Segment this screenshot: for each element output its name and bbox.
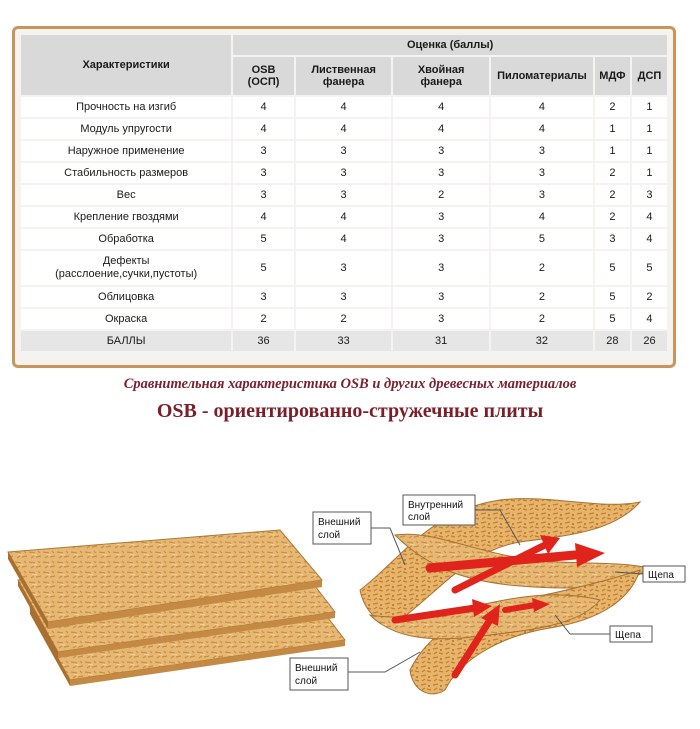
score-cell: 1 [595,141,630,161]
layer-diagram [360,499,650,694]
score-cell: 3 [233,185,294,205]
score-cell: 2 [491,251,593,285]
callout-inner-line2: слой [408,512,431,523]
score-cell: 2 [233,309,294,329]
row-label: Облицовка [21,287,231,307]
score-cell: 3 [393,287,489,307]
score-cell: 3 [393,309,489,329]
callout-chip-2: Щепа [615,630,641,641]
callout-inner-line1: Внутренний [408,500,464,511]
column-header: МДФ [595,57,630,95]
page-heading: OSB - ориентированно-стружечные плиты [156,400,544,422]
score-cell: 2 [491,309,593,329]
callout-outer-bottom-line2: слой [295,676,318,687]
score-cell: 4 [296,119,392,139]
score-cell: 5 [595,251,630,285]
callout-outer-bottom-line1: Внешний [295,663,338,674]
score-cell: 3 [393,163,489,183]
row-label: Наружное применение [21,141,231,161]
score-cell: 3 [491,185,593,205]
score-cell: 4 [393,119,489,139]
score-cell: 2 [595,207,630,227]
score-cell: 4 [296,207,392,227]
score-cell: 3 [233,287,294,307]
row-label: Дефекты (расслоение,сучки,пустоты) [21,251,231,285]
table-row [21,163,667,183]
score-cell: 1 [632,119,667,139]
table-row [21,141,667,161]
score-cell: 2 [491,287,593,307]
characteristics-header: Характеристики [21,35,231,95]
row-label: Вес [21,185,231,205]
comparison-table-frame [12,26,676,368]
score-cell: 5 [491,229,593,249]
row-label: Стабильность размеров [21,163,231,183]
score-cell: 3 [233,163,294,183]
score-cell: 1 [632,97,667,117]
score-cell: 4 [491,97,593,117]
score-cell: 5 [595,287,630,307]
score-cell: 3 [296,163,392,183]
row-label: Прочность на изгиб [21,97,231,117]
score-cell: 3 [296,185,392,205]
score-cell: 4 [491,119,593,139]
callout-line [348,652,420,672]
score-cell: 4 [632,309,667,329]
table-row [21,207,667,227]
table-row [21,185,667,205]
total-cell: 36 [233,331,294,351]
table-row [21,287,667,307]
score-cell: 2 [595,185,630,205]
score-cell: 4 [491,207,593,227]
row-label: Модуль упругости [21,119,231,139]
table-caption: Сравнительная характеристика OSB и других древесных материалов [123,376,577,392]
score-cell: 5 [233,251,294,285]
total-cell: 31 [393,331,489,351]
score-cell: 4 [233,97,294,117]
score-cell: 3 [393,141,489,161]
score-cell: 2 [632,287,667,307]
callout-chip-1: Щепа [648,570,674,581]
score-header: Оценка (баллы) [233,35,667,55]
score-cell: 3 [393,207,489,227]
comparison-table [19,33,669,353]
score-cell: 4 [233,207,294,227]
score-cell: 2 [296,309,392,329]
score-cell: 1 [595,119,630,139]
table-row [21,97,667,117]
score-cell: 1 [632,141,667,161]
score-cell: 3 [491,141,593,161]
table-body [21,97,667,351]
score-cell: 5 [233,229,294,249]
osb-illustration [0,440,700,729]
score-cell: 4 [393,97,489,117]
total-label: БАЛЛЫ [21,331,231,351]
score-cell: 4 [233,119,294,139]
callout-outer-top-line1: Внешний [318,517,361,528]
score-cell: 2 [595,163,630,183]
score-cell: 3 [296,287,392,307]
score-cell: 4 [296,229,392,249]
table-row [21,251,667,285]
column-header: Хвойная фанера [393,57,489,95]
score-cell: 1 [632,163,667,183]
total-cell: 32 [491,331,593,351]
column-header: OSB (ОСП) [233,57,294,95]
score-cell: 3 [632,185,667,205]
table-row [21,229,667,249]
total-cell: 28 [595,331,630,351]
score-cell: 4 [632,207,667,227]
table-row [21,309,667,329]
column-header: ДСП [632,57,667,95]
score-cell: 5 [632,251,667,285]
score-cell: 2 [393,185,489,205]
score-cell: 3 [393,251,489,285]
table-row [21,119,667,139]
score-cell: 3 [296,251,392,285]
score-cell: 5 [595,309,630,329]
score-cell: 3 [491,163,593,183]
score-cell: 3 [393,229,489,249]
callout-outer-top-line2: слой [318,530,341,541]
score-cell: 3 [595,229,630,249]
row-label: Обработка [21,229,231,249]
column-header: Лиственная фанера [296,57,392,95]
total-row [21,331,667,351]
row-label: Окраска [21,309,231,329]
score-cell: 4 [296,97,392,117]
total-cell: 33 [296,331,392,351]
row-label: Крепление гвоздями [21,207,231,227]
score-cell: 3 [296,141,392,161]
score-cell: 2 [595,97,630,117]
column-header: Пиломатериалы [491,57,593,95]
total-cell: 26 [632,331,667,351]
score-cell: 3 [233,141,294,161]
score-cell: 4 [632,229,667,249]
